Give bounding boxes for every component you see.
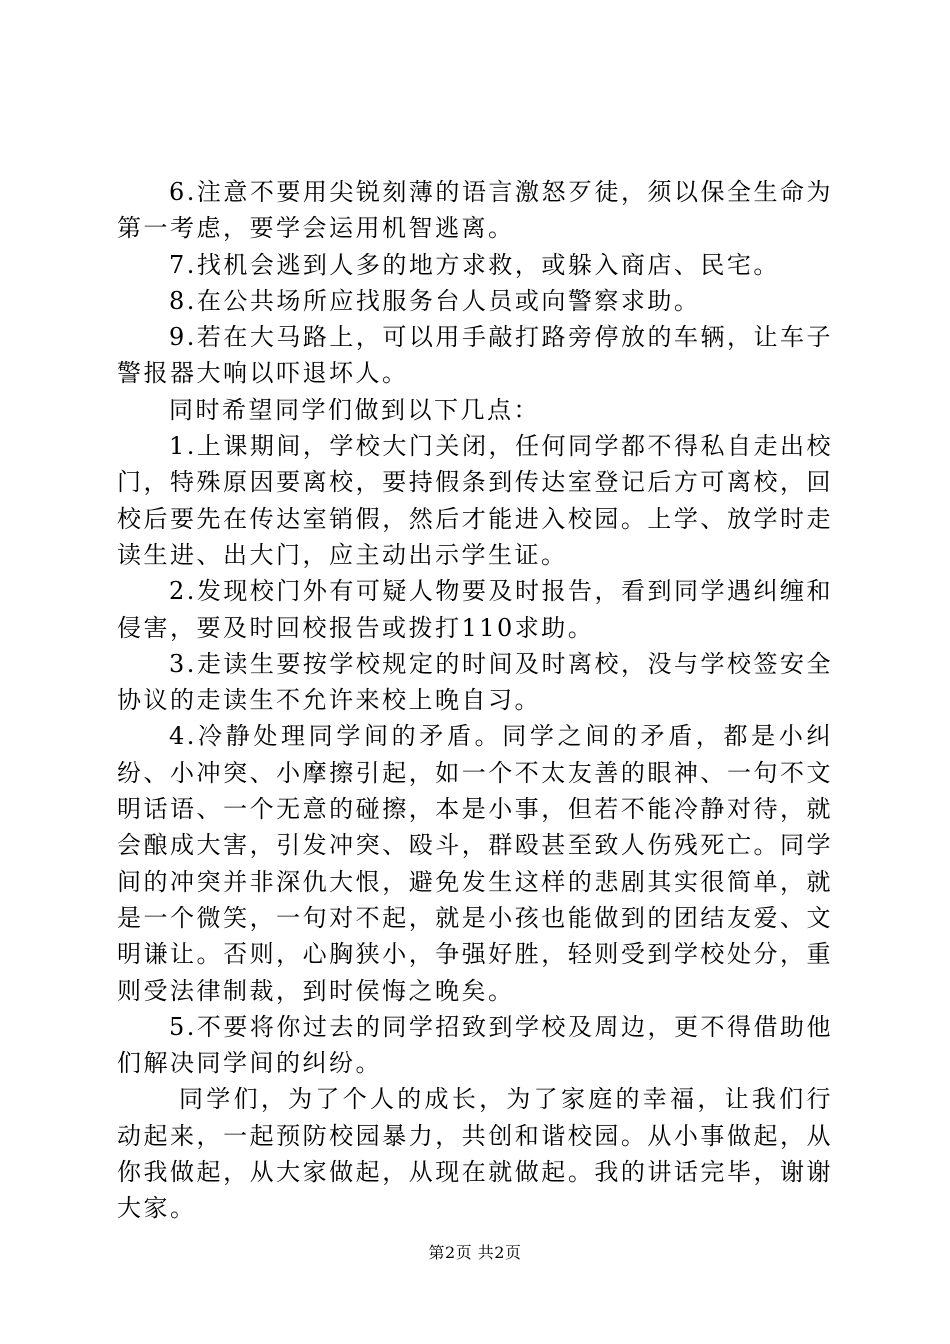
paragraph-point-2: 2.发现校门外有可疑人物要及时报告，看到同学遇纠缠和侵害，要及时回校报告或拨打110求助。 [117, 577, 833, 642]
paragraph-item-7: 7.找机会逃到人多的地方求救，或躲入商店、民宅。 [169, 250, 780, 279]
paragraph-intro-points: 同时希望同学们做到以下几点： [169, 395, 540, 424]
paragraph-item-6: 6.注意不要用尖锐刻薄的语言激怒歹徒，须以保全生命为第一考虑，要学会运用机智逃离。 [117, 178, 833, 243]
paragraph-point-4: 4.冷静处理同学间的矛盾。同学之间的矛盾，都是小纠纷、小冲突、小摩擦引起，如一个不太友善的眼神、一句不文明话语、一个无意的碰擦，本是小事，但若不能冷静对待，就会酿成大害，引发冲突、殴斗，群殴甚至致人伤残死亡。同学间的冲突并非深仇大恨，避免发生这样的悲剧其实很简单，就是一个微笑，一句对不起，就是小孩也能做到的团结友爱、文明谦让。否则，心胸狭小，争强好胜，轻则受到学校处分，重则受法律制裁，到时侯悔之晚矣。 [117, 722, 833, 1005]
paragraph-point-3: 3.走读生要按学校规定的时间及时离校，没与学校签安全协议的走读生不允许来校上晚自习。 [117, 649, 833, 715]
paragraph-closing: 同学们，为了个人的成长，为了家庭的幸福，让我们行动起来，一起预防校园暴力，共创和谐校园。从小事做起，从你我做起，从大家做起，从现在就做起。我的讲话完毕，谢谢大家。 [117, 1085, 833, 1223]
paragraph-item-8: 8.在公共场所应找服务台人员或向警察求助。 [169, 286, 701, 315]
paragraph-point-1: 1.上课期间，学校大门关闭，任何同学都不得私自走出校门，特殊原因要离校，要持假条到传达室登记后方可离校，回校后要先在传达室销假，然后才能进入校园。上学、放学时走读生进、出大门，应主动出示学生证。 [117, 432, 833, 569]
paragraph-point-5: 5.不要将你过去的同学招致到学校及周边，更不得借助他们解决同学间的纠纷。 [117, 1012, 833, 1078]
page-footer: 第2页 共2页 [428, 1243, 522, 1262]
document-body [117, 174, 833, 1227]
paragraph-item-9: 9.若在大马路上，可以用手敲打路旁停放的车辆，让车子警报器大响以吓退坏人。 [117, 323, 833, 388]
